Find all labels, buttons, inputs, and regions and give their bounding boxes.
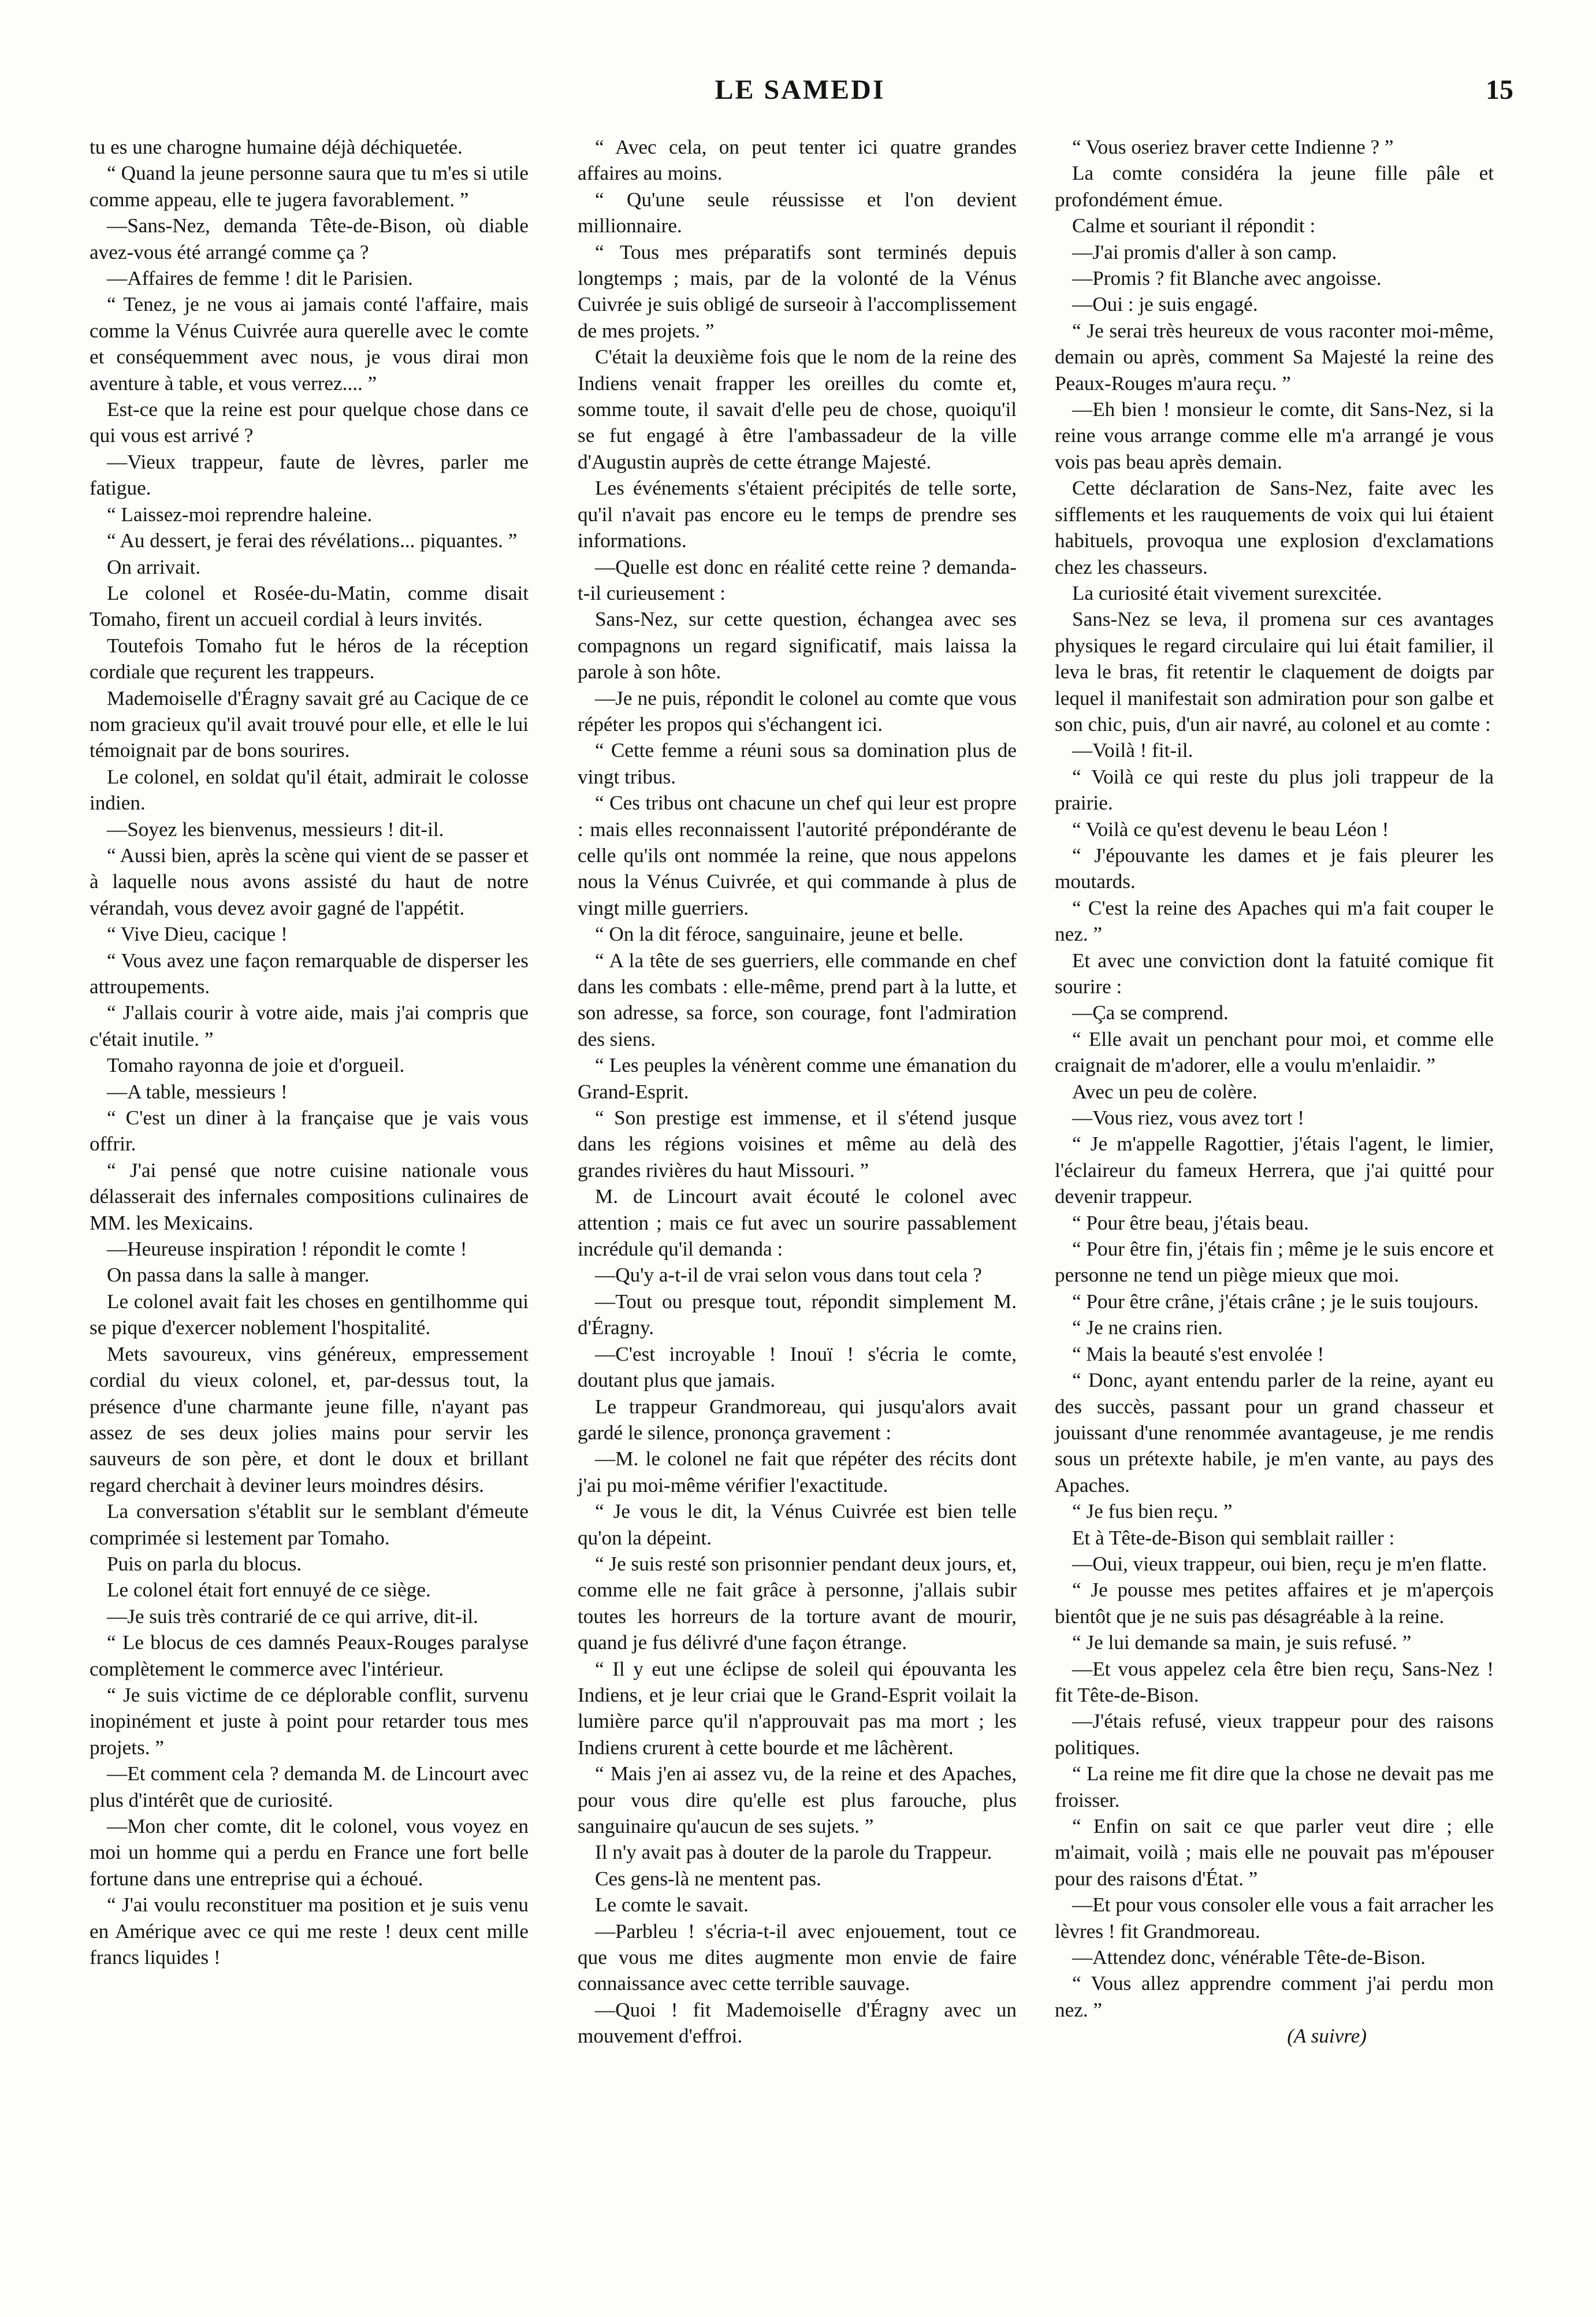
paragraph: Le colonel et Rosée-du-Matin, comme disait Tomaho, firent un accueil cordial à leurs invités. [90,581,529,631]
paragraph: “ Mais la beauté s'est envolée ! [1072,1342,1325,1365]
paragraph: Ces gens-là ne mentent pas. [595,1867,821,1890]
paragraph: “ C'est un diner à la française que je vais vous offrir. [90,1106,529,1156]
paragraph: Et à Tête-de-Bison qui semblait railler : [1072,1526,1395,1549]
paragraph: “ Le blocus de ces damnés Peaux-Rouges paralyse complètement le commerce avec l'intérieur. [90,1631,529,1680]
paragraph: —Mon cher comte, dit le colonel, vous voyez en moi un homme qui a perdu en France une fort belle fortune dans une entreprise qui a échoué. [90,1815,529,1890]
paragraph: “ Voilà ce qui reste du plus joli trappeur de la prairie. [1055,765,1494,815]
paragraph: —Voilà ! fit-il. [1072,739,1193,762]
paragraph: Les événements s'étaient précipités de telle sorte, qu'il n'avait pas encore eu le temps de prendre ses informations. [578,477,1017,552]
paragraph: —Eh bien ! monsieur le comte, dit Sans-Nez, si la reine vous arrange comme elle m'a arrangé je vous vois pas beau après demain. [1055,398,1494,473]
paragraph: —Et vous appelez cela être bien reçu, Sans-Nez ! fit Tête-de-Bison. [1055,1657,1494,1706]
paragraph: —Oui : je suis engagé. [1072,293,1258,316]
paragraph: “ La reine me fit dire que la chose ne devait pas me froisser. [1055,1762,1494,1811]
paragraph: “ Avec cela, on peut tenter ici quatre grandes affaires au moins. [578,136,1017,185]
paragraph: On passa dans la salle à manger. [107,1264,370,1287]
paragraph: “ Tenez, je ne vous ai jamais conté l'affaire, mais comme la Vénus Cuivrée aura querelle avec le comte et conséquemment avec nous, je vous dirai mon aventure à table, et vous verrez.... ” [90,293,529,395]
paragraph: Le colonel avait fait les choses en gentilhomme qui se pique d'exercer noblement l'hospitalité. [90,1290,529,1339]
paragraph: —Tout ou presque tout, répondit simplement M. d'Éragny. [578,1290,1017,1339]
paragraph: “ Je ne crains rien. [1072,1316,1223,1339]
paragraph: —Promis ? fit Blanche avec angoisse. [1072,267,1382,290]
paragraph: “ Je suis victime de ce déplorable conflit, survenu inopinément et juste à point pour retarder tous mes projets. ” [90,1683,529,1759]
paragraph: “ Pour être crâne, j'étais crâne ; je le suis toujours. [1072,1290,1479,1313]
paragraph: —Et pour vous consoler elle vous a fait arracher les lèvres ! fit Grandmoreau. [1055,1893,1494,1943]
page-header [87,69,1513,110]
paragraph: “ Au dessert, je ferai des révélations... piquantes. ” [107,529,518,552]
paragraph: “ Vous allez apprendre comment j'ai perdu mon nez. ” [1055,1972,1494,2021]
paragraph: —Vieux trappeur, faute de lèvres, parler me fatigue. [90,450,529,500]
paragraph: Cette déclaration de Sans-Nez, faite avec les sifflements et les rauquements de voix qui lui étaient habituels, provoqua une explosion d'exclamations chez les chasseurs. [1055,477,1494,578]
paragraph: —Ça se comprend. [1072,1001,1229,1024]
paragraph: “ Laissez-moi reprendre haleine. [107,503,373,526]
paragraph: tu es une charogne humaine déjà déchiquetée. [90,136,463,158]
paragraph: “ Enfin on sait ce que parler veut dire ; elle m'aimait, voilà ; mais elle ne pouvait pas m'épouser pour des raisons d'État. ” [1055,1815,1494,1890]
paragraph: —J'ai promis d'aller à son camp. [1072,240,1337,263]
paragraph: Le trappeur Grandmoreau, qui jusqu'alors avait gardé le silence, prononça gravement : [578,1395,1017,1444]
paragraph: “ Je suis resté son prisonnier pendant deux jours, et, comme elle ne fait grâce à personne, j'allais subir toutes les horreurs de la torture avant de mourir, quand je fus délivré d'une façon étrange. [578,1552,1017,1654]
paragraph: Toutefois Tomaho fut le héros de la réception cordiale que reçurent les trappeurs. [90,634,529,684]
paragraph: —Affaires de femme ! dit le Parisien. [107,267,413,290]
paragraph: —Et comment cela ? demanda M. de Lincourt avec plus d'intérêt que de curiosité. [90,1762,529,1811]
paragraph: La conversation s'établit sur le semblant d'émeute comprimée si lestement par Tomaho. [90,1500,529,1549]
paragraph: Puis on parla du blocus. [107,1552,302,1575]
paragraph: “ J'ai pensé que notre cuisine nationale vous délasserait des infernales compositions culinaires de MM. les Mexicains. [90,1158,529,1234]
paragraph: “ Ces tribus ont chacune un chef qui leur est propre : mais elles reconnaissent l'autorité prépondérante de celle qu'ils ont nommée la reine, que nous appelons nous la Vénus Cuivrée, et qui commande à plus de vingt mille guerriers. [578,792,1017,919]
paragraph: “ Je m'appelle Ragottier, j'étais l'agent, le limier, l'éclaireur du fameux Herrera, que j'ai quitté pour devenir trappeur. [1055,1132,1494,1208]
paragraph: “ Vous oseriez braver cette Indienne ? ” [1072,136,1394,158]
paragraph: “ On la dit féroce, sanguinaire, jeune et belle. [595,923,963,946]
paragraph: “ J'ai voulu reconstituer ma position et je suis venu en Amérique avec ce qui me reste ! deux cent mille francs liquides ! [90,1893,529,1969]
paragraph: Et avec une conviction dont la fatuité comique fit sourire : [1055,949,1494,998]
paragraph: Est-ce que la reine est pour quelque chose dans ce qui vous est arrivé ? [90,398,529,447]
text-column-3 [1055,134,1494,2049]
paragraph: “ Qu'une seule réussisse et l'on devient millionnaire. [578,188,1017,237]
paragraph: —Heureuse inspiration ! répondit le comte ! [107,1238,467,1261]
paragraph: —Oui, vieux trappeur, oui bien, reçu je m'en flatte. [1072,1552,1487,1575]
paragraph: “ Cette femme a réuni sous sa domination plus de vingt tribus. [578,739,1017,788]
paragraph: Tomaho rayonna de joie et d'orgueil. [107,1054,405,1077]
paragraph: “ A la tête de ses guerriers, elle commande en chef dans les combats : elle-même, prend part à la lutte, et son adresse, sa force, son courage, font l'admiration des siens. [578,949,1017,1050]
paragraph: Le colonel était fort ennuyé de ce siège. [107,1579,431,1602]
paragraph: Le colonel, en soldat qu'il était, admirait le colosse indien. [90,765,529,815]
paragraph: —Je suis très contrarié de ce qui arrive, dit-il. [107,1605,478,1628]
to-be-continued: (A suivre) [1287,2025,1367,2048]
paragraph: —Vous riez, vous avez tort ! [1072,1106,1304,1130]
paragraph: “ C'est la reine des Apaches qui m'a fait couper le nez. ” [1055,896,1494,946]
paragraph: “ Mais j'en ai assez vu, de la reine et des Apaches, pour vous dire qu'elle est plus farouche, plus sanguinaire qu'aucun de ses sujets. ” [578,1762,1017,1837]
paragraph: —M. le colonel ne fait que répéter des récits dont j'ai pu moi-même vérifier l'exactitude. [578,1447,1017,1497]
paragraph: —Qu'y a-t-il de vrai selon vous dans tout cela ? [595,1264,982,1287]
paragraph: Sans-Nez se leva, il promena sur ces avantages physiques le regard circulaire qui lui était familier, il leva le bras, fit retentir le claquement de doigts par lequel il manifestait son admiration pour son galbe et son chic, puis, d'un air navré, au colonel et au comte : [1055,608,1494,736]
paragraph: “ Pour être beau, j'étais beau. [1072,1211,1309,1234]
paragraph: “ Il y eut une éclipse de soleil qui épouvanta les Indiens, et je leur criai que le Grand-Esprit voilait la lumière parce qu'il n'approuvait pas ma mort ; les Indiens crurent à cette bourde et me lâchèrent. [578,1657,1017,1759]
paragraph: Sans-Nez, sur cette question, échangea avec ses compagnons un regard significatif, mais laissa la parole à son hôte. [578,608,1017,684]
paragraph: “ Quand la jeune personne saura que tu m'es si utile comme appeau, elle te jugera favorablement. ” [90,162,529,211]
paragraph: “ Je pousse mes petites affaires et je m'aperçois bientôt que je ne suis pas désagréable à la reine. [1055,1579,1494,1628]
text-column-1 [90,134,529,1970]
page-number: 15 [1486,75,1513,105]
paragraph: Mademoiselle d'Éragny savait gré au Cacique de ce nom gracieux qu'il avait trouvé pour elle, et elle le lui témoignait par de bons sourires. [90,686,529,762]
paragraph: “ Je fus bien reçu. ” [1072,1500,1233,1523]
paragraph: “ Voilà ce qu'est devenu le beau Léon ! [1072,818,1389,841]
paragraph: “ Aussi bien, après la scène qui vient de se passer et à laquelle nous avons assisté du haut de notre vérandah, vous devez avoir gagné de l'appétit. [90,844,529,919]
paragraph: —Parbleu ! s'écria-t-il avec enjouement, tout ce que vous me dites augmente mon envie de faire connaissance avec cette terrible sauvage. [578,1919,1017,1995]
paragraph: Calme et souriant il répondit : [1072,214,1316,237]
paragraph: “ Tous mes préparatifs sont terminés depuis longtemps ; mais, par de la volonté de la Vénus Cuivrée je suis obligé de surseoir à l'accomplissement de mes projets. ” [578,240,1017,342]
paragraph: —J'étais refusé, vieux trappeur pour des raisons politiques. [1055,1710,1494,1759]
paragraph: —Soyez les bienvenus, messieurs ! dit-il. [107,818,444,841]
text-column-2 [578,134,1017,2049]
paragraph: “ J'épouvante les dames et je fais pleurer les moutards. [1055,844,1494,893]
paragraph: La comte considéra la jeune fille pâle et profondément émue. [1055,162,1494,211]
paragraph: —Je ne puis, répondit le colonel au comte que vous répéter les propos qui s'échangent ici. [578,686,1017,736]
paragraph: La curiosité était vivement surexcitée. [1072,581,1382,604]
paragraph: “ J'allais courir à votre aide, mais j'ai compris que c'était inutile. ” [90,1001,529,1050]
publication-title: LE SAMEDI [715,75,886,105]
paragraph: “ Son prestige est immense, et il s'étend jusque dans les régions voisines et même au delà des grandes rivières du haut Missouri. ” [578,1106,1017,1182]
paragraph: —C'est incroyable ! Inouï ! s'écria le comte, doutant plus que jamais. [578,1342,1017,1392]
paragraph: On arrivait. [107,555,201,578]
paragraph: “ Je serai très heureux de vous raconter moi-même, demain ou après, comment Sa Majesté la reine des Peaux-Rouges m'aura reçu. ” [1055,319,1494,395]
paragraph: —Quoi ! fit Mademoiselle d'Éragny avec un mouvement d'effroi. [578,1998,1017,2048]
paragraph: Mets savoureux, vins généreux, empressement cordial du vieux colonel, et, par-dessus tout, la présence d'une charmante jeune fille, n'ayant pas assez de ses deux jolies mains pour servir les sauveurs de son père, et dont le doux et brillant regard cherchait à deviner leurs moindres désirs. [90,1342,529,1497]
paragraph: Avec un peu de colère. [1072,1080,1258,1103]
paragraph: “ Vous avez une façon remarquable de disperser les attroupements. [90,949,529,998]
paragraph: Il n'y avait pas à douter de la parole du Trappeur. [595,1841,992,1864]
paragraph: “ Vive Dieu, cacique ! [107,923,288,946]
paragraph: —Sans-Nez, demanda Tête-de-Bison, où diable avez-vous été arrangé comme ça ? [90,214,529,263]
paragraph: “ Je vous le dit, la Vénus Cuivrée est bien telle qu'on la dépeint. [578,1500,1017,1549]
paragraph: Le comte le savait. [595,1893,749,1917]
paragraph: “ Je lui demande sa main, je suis refusé. ” [1072,1631,1412,1654]
paragraph: —Quelle est donc en réalité cette reine ? demanda-t-il curieusement : [578,555,1017,604]
paragraph: “ Pour être fin, j'étais fin ; même je le suis encore et personne ne tend un piège mieux que moi. [1055,1238,1494,1287]
paragraph: “ Elle avait un penchant pour moi, et comme elle craignait de m'adorer, elle a voulu m'enlaidir. ” [1055,1027,1494,1077]
paragraph: M. de Lincourt avait écouté le colonel avec attention ; mais ce fut avec un sourire passablement incrédule qu'il demanda : [578,1185,1017,1261]
paragraph: “ Les peuples la vénèrent comme une émanation du Grand-Esprit. [578,1054,1017,1103]
paragraph: C'était la deuxième fois que le nom de la reine des Indiens venait frapper les oreilles du comte et, somme toute, il savait d'elle peu de chose, quoiqu'il se fut engagé à être l'ambassadeur de la ville d'Augustin auprès de cette étrange Majesté. [578,346,1017,473]
paragraph: —Attendez donc, vénérable Tête-de-Bison. [1072,1946,1426,1969]
paragraph: “ Donc, ayant entendu parler de la reine, ayant eu des succès, passant pour un grand chasseur et jouissant d'une renommée avantageuse, je me rendis sous un prétexte habile, je m'en vante, au pays des Apaches. [1055,1369,1494,1497]
paragraph: —A table, messieurs ! [107,1080,288,1103]
